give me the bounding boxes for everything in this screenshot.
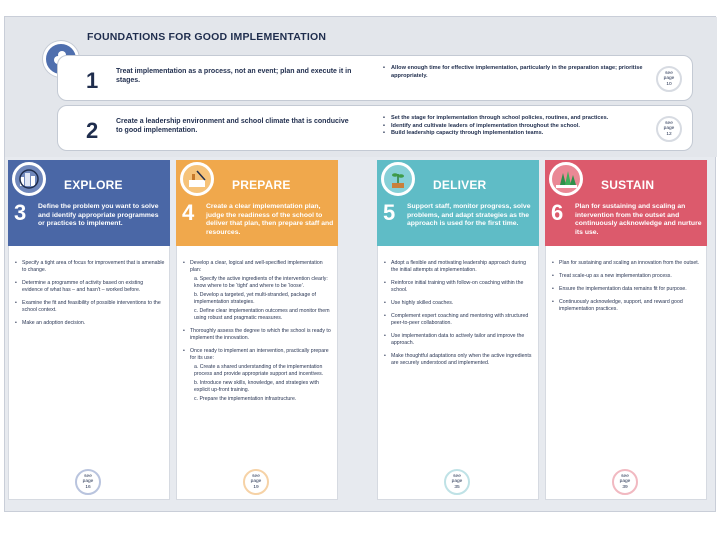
stage-summary: Plan for sustaining and scaling an intervention from the outset and continuously acknowledge and nurture its use. — [575, 203, 702, 236]
stage-title: DELIVER — [433, 178, 487, 192]
foundation-text: Create a leadership environment and school climate that is conducive to good implementation. — [116, 118, 349, 134]
foundation-1 — [57, 55, 693, 101]
see-page-badge[interactable]: see page 19 — [243, 469, 269, 495]
list-item: • Use highly skilled coaches. — [384, 300, 534, 307]
list-item: • Examine the fit and feasibility of possible interventions to the school context. — [15, 300, 165, 314]
stage-number: 5 — [383, 200, 396, 225]
stage-body — [545, 246, 707, 500]
list-item: • Set the stage for implementation through school policies, routines, and practices. — [383, 115, 648, 123]
foundation-number: 1 — [86, 68, 99, 93]
list-item: • Identify and cultivate leaders of implementation throughout the school. — [383, 123, 648, 131]
stage-header — [176, 160, 338, 246]
list-item: • Ensure the implementation data remains fit for purpose. — [552, 286, 702, 293]
list-item: • Develop a clear, logical and well-specified implementation plan: a. Specify the active ingredients of the intervention clearly: know where to be ‘tight’ and where to be ‘loose’. b. Develop a targeted, yet multi-stranded, package of implementation strategies. c. Define clear implementation outcomes and monitor them using robust and pragmatic measures. — [183, 260, 333, 322]
stage-number: 6 — [551, 200, 564, 225]
stage-header — [8, 160, 170, 246]
stage-title: SUSTAIN — [601, 178, 655, 192]
stage-sustain — [545, 160, 707, 500]
stage-header — [545, 160, 707, 246]
stage-bullets — [15, 260, 165, 333]
stage-prepare — [176, 160, 338, 500]
stage-bullets — [552, 260, 702, 319]
stage-title: PREPARE — [232, 178, 291, 192]
list-item: • Use implementation data to actively tailor and improve the approach. — [384, 333, 534, 347]
stage-body — [377, 246, 539, 500]
stage-body — [8, 246, 170, 500]
list-item: • Treat scale-up as a new implementation process. — [552, 273, 702, 280]
list-item: • Plan for sustaining and scaling an innovation from the outset. — [552, 260, 702, 267]
list-item: • Continuously acknowledge, support, and reward good implementation practices. — [552, 299, 702, 313]
foundation-2 — [57, 105, 693, 151]
stage-title: EXPLORE — [64, 178, 123, 192]
list-item: • Determine a programme of activity based on existing evidence of what has – and hasn't – worked before. — [15, 280, 165, 294]
stage-explore — [8, 160, 170, 500]
list-item: • Make thoughtful adaptations only when the active ingredients are securely understood and implemented. — [384, 353, 534, 367]
stage-header — [377, 160, 539, 246]
stage-number: 4 — [182, 200, 195, 225]
foundation-number: 2 — [86, 118, 99, 143]
see-page-badge[interactable]: see page 35 — [444, 469, 470, 495]
list-item: • Allow enough time for effective implementation, particularly in the preparation stage; prioritise appropriately. — [383, 65, 648, 80]
stage-bullets — [384, 260, 534, 373]
list-item: • Adopt a flexible and motivating leadership approach during the initial attempts at implementation. — [384, 260, 534, 274]
see-page-badge[interactable]: see page 16 — [75, 469, 101, 495]
see-page-badge[interactable]: see page 39 — [612, 469, 638, 495]
foundation-bullets — [383, 65, 648, 80]
list-item: • Once ready to implement an intervention, practically prepare for its use: a. Create a shared understanding of the implementation process and provide appropriate support and incentives. b. Introduce new skills, knowledge, and strategies with explicit up-front training. c. Prepare the implementation infrastructure. — [183, 348, 333, 403]
stage-summary: Create a clear implementation plan, judge the readiness of the school to deliver that plan, then prepare staff and resources. — [206, 203, 334, 236]
stage-deliver — [377, 160, 539, 500]
forest-icon — [549, 162, 583, 196]
stage-number: 3 — [14, 200, 27, 225]
stage-bullets — [183, 260, 333, 409]
stage-body — [176, 246, 338, 500]
foundation-bullets — [383, 115, 648, 138]
construction-icon — [180, 162, 214, 196]
list-item: • Complement expert coaching and mentoring with structured peer-to-peer collaboration. — [384, 313, 534, 327]
list-item: • Thoroughly assess the degree to which the school is ready to implement the innovation. — [183, 328, 333, 342]
see-page-badge[interactable]: see page 10 — [656, 66, 682, 92]
see-page-badge[interactable]: see page 12 — [656, 116, 682, 142]
foundations-section — [5, 17, 717, 157]
stage-summary: Support staff, monitor progress, solve problems, and adapt strategies as the approach is used for the first time. — [407, 203, 531, 228]
list-item: • Build leadership capacity through implementation teams. — [383, 130, 648, 138]
list-item: • Reinforce initial training with follow-on coaching within the school. — [384, 280, 534, 294]
foundation-text: Treat implementation as a process, not an event; plan and execute it in stages. — [116, 68, 352, 84]
sprout-icon — [381, 162, 415, 196]
magnifier-city-icon — [12, 162, 46, 196]
page-title: FOUNDATIONS FOR GOOD IMPLEMENTATION — [87, 31, 327, 43]
list-item: • Specify a tight area of focus for improvement that is amenable to change. — [15, 260, 165, 274]
stage-summary: Define the problem you want to solve and identify appropriate programmes or practices to implement. — [38, 203, 159, 228]
list-item: • Make an adoption decision. — [15, 320, 165, 327]
